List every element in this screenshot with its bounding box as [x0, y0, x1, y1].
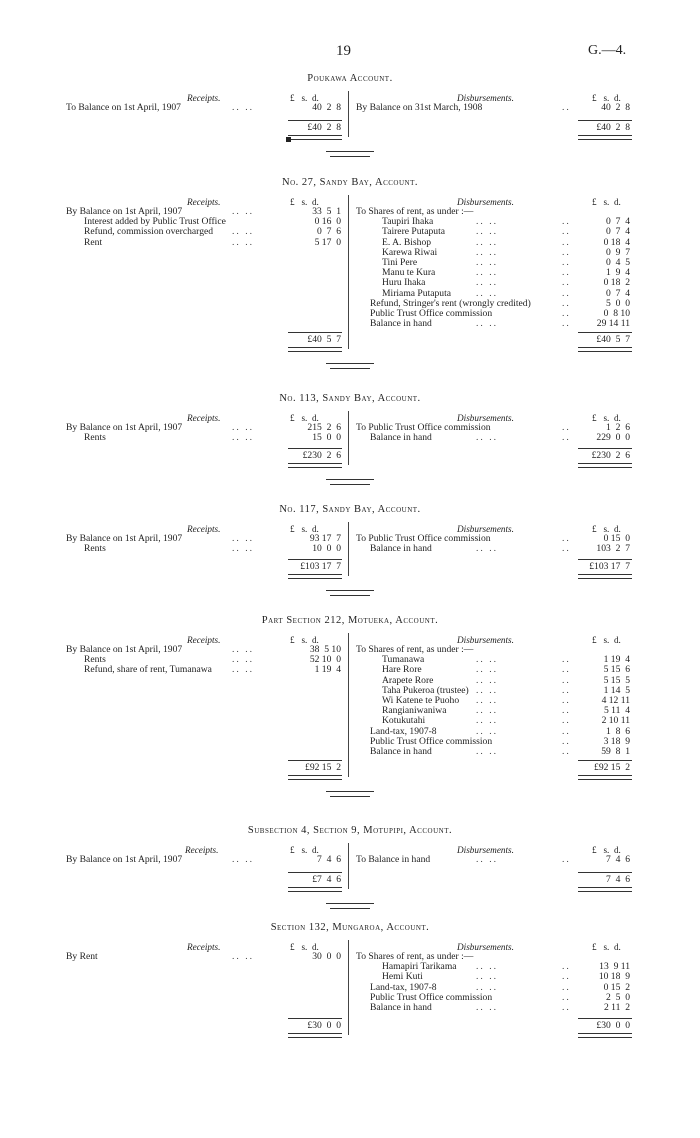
total-rule-receipts	[288, 760, 342, 761]
leader-dots: .. ..	[476, 236, 498, 248]
total-rule-receipts	[288, 872, 342, 873]
lsd-heading-disbursements: £ s. d.	[592, 942, 621, 952]
total-rule-disbursements	[578, 760, 632, 761]
leader-dots: .. ..	[232, 102, 254, 113]
receipt-line: By Balance on 1st April, 1907	[66, 533, 183, 544]
disbursement-amount: 0 7 4	[606, 287, 630, 299]
double-rule-receipts	[288, 775, 342, 780]
leader-dots: .. ..	[476, 971, 498, 983]
double-rule-receipts	[288, 347, 342, 352]
receipt-amount: 93 17 7	[309, 533, 341, 544]
disbursement-amount: 59 8 1	[601, 746, 630, 757]
receipts-heading: Receipts.	[187, 942, 221, 952]
section-separator	[330, 368, 370, 369]
leader-dots: ..	[562, 981, 571, 993]
disbursement-amount: 10 18 9	[598, 971, 630, 983]
leader-dots: .. ..	[476, 961, 498, 973]
disbursement-line: By Balance on 31st March, 1908	[356, 102, 483, 113]
lsd-heading-disbursements: £ s. d.	[592, 524, 621, 534]
receipts-total: £7 4 6	[312, 874, 341, 886]
disbursement-amount: 2 10 11	[601, 715, 630, 727]
disbursement-amount: 13 9 11	[599, 961, 630, 973]
leader-dots: ..	[562, 725, 571, 737]
receipt-line: By Balance on 1st April, 1907	[66, 206, 183, 217]
ink-mark	[286, 137, 291, 142]
section-separator	[330, 796, 370, 797]
disbursement-line: Balance in hand	[370, 1002, 432, 1013]
leader-dots: ..	[562, 961, 571, 973]
leader-dots: .. ..	[476, 664, 498, 676]
lsd-heading-disbursements: £ s. d.	[592, 635, 621, 645]
receipt-amount: 7 4 6	[317, 854, 341, 865]
receipt-line: To Balance on 1st April, 1907	[66, 102, 181, 113]
disbursement-amount: 2 5 0	[606, 991, 630, 1003]
lsd-heading-disbursements: £ s. d.	[592, 93, 621, 103]
total-rule-disbursements	[578, 332, 632, 333]
receipts-total: £230 2 6	[302, 450, 341, 462]
lsd-heading-receipts: £ s. d.	[290, 413, 319, 423]
receipts-total: £40 5 7	[307, 334, 341, 346]
leader-dots: ..	[562, 102, 571, 113]
leader-dots: .. ..	[476, 257, 498, 268]
disbursement-line: To Public Trust Office commission	[356, 533, 491, 544]
leader-dots: ..	[562, 432, 571, 444]
receipts-total: £40 2 8	[307, 122, 341, 134]
disbursements-heading: Disbursements.	[457, 635, 514, 645]
receipt-line: By Rent	[66, 951, 98, 962]
section-separator	[330, 484, 370, 485]
disbursement-line: Wi Katene te Puoho	[382, 695, 460, 706]
disbursement-amount: 0 18 2	[603, 277, 630, 289]
account-title: Section 132, Mungaroa, Account.	[270, 922, 430, 933]
disbursement-line: Balance in hand	[370, 432, 432, 444]
page-header	[0, 43, 700, 62]
disbursement-line: Taupiri Ihaka	[382, 216, 434, 228]
leader-dots: .. ..	[476, 287, 498, 299]
column-divider	[348, 940, 349, 1035]
disbursement-line: Karewa Riwai	[382, 246, 438, 258]
column-divider	[348, 843, 349, 889]
section-separator	[330, 156, 370, 157]
disbursement-line: Hare Rore	[382, 664, 422, 676]
disbursement-amount: 7 4 6	[606, 854, 630, 865]
leader-dots: .. ..	[476, 705, 498, 717]
total-rule-receipts	[288, 1018, 342, 1019]
leader-dots: .. ..	[232, 432, 254, 444]
disbursements-total: 7 4 6	[606, 874, 630, 886]
disbursement-line: Tumanawa	[382, 654, 425, 666]
leader-dots: ..	[562, 1002, 571, 1013]
receipt-amount: 30 0 0	[312, 951, 341, 962]
double-rule-receipts	[288, 135, 342, 140]
receipt-line: Rents	[84, 432, 106, 444]
leader-dots: ..	[562, 543, 571, 555]
disbursement-amount: 4 12 11	[601, 695, 630, 706]
lsd-heading-receipts: £ s. d.	[290, 845, 319, 855]
section-separator	[326, 479, 374, 480]
leader-dots: .. ..	[476, 432, 498, 444]
lsd-heading-receipts: £ s. d.	[290, 942, 319, 952]
receipt-amount: 0 16 0	[314, 216, 341, 228]
lsd-heading-receipts: £ s. d.	[290, 93, 319, 103]
receipts-heading: Receipts.	[187, 413, 221, 423]
leader-dots: ..	[562, 684, 571, 696]
leader-dots: .. ..	[476, 277, 498, 289]
disbursement-line: Huru Ihaka	[382, 277, 426, 289]
leader-dots: .. ..	[232, 206, 254, 217]
disbursement-line: Refund, Stringer's rent (wrongly credited)	[370, 297, 531, 309]
disbursement-amount: 0 15 2	[603, 981, 630, 993]
leader-dots: .. ..	[232, 226, 254, 238]
leader-dots: ..	[562, 216, 571, 228]
receipt-line: Refund, share of rent, Tumanawa	[84, 664, 212, 676]
leader-dots: .. ..	[232, 951, 254, 962]
leader-dots: .. ..	[476, 684, 498, 696]
receipts-heading: Receipts.	[187, 197, 221, 207]
disbursement-amount: 0 7 4	[606, 226, 630, 238]
receipt-line: By Balance on 1st April, 1907	[66, 422, 183, 433]
disbursement-amount: 2 11 2	[603, 1002, 630, 1013]
leader-dots: ..	[562, 267, 571, 279]
disbursement-amount: 5 15 5	[603, 674, 630, 686]
disbursement-line: Hamapiri Tarikama	[382, 961, 457, 973]
account-title: No. 117, Sandy Bay, Account.	[279, 504, 421, 515]
leader-dots: .. ..	[476, 854, 498, 865]
disbursement-line: To Shares of rent, as under :—	[356, 644, 474, 655]
total-rule-disbursements	[578, 120, 632, 121]
double-rule-receipts	[288, 887, 342, 892]
account-title: No. 113, Sandy Bay, Account.	[279, 393, 421, 404]
disbursement-line: To Balance in hand	[356, 854, 431, 865]
disbursements-total: £103 17 7	[589, 561, 630, 573]
section-separator	[326, 590, 374, 591]
disbursement-amount: 1 9 4	[606, 267, 630, 279]
leader-dots: ..	[562, 695, 571, 706]
disbursement-line: Public Trust Office commission	[370, 308, 493, 319]
disbursement-line: To Shares of rent, as under :—	[356, 206, 474, 217]
disbursements-heading: Disbursements.	[457, 524, 514, 534]
disbursement-amount: 0 8 10	[603, 308, 630, 319]
total-rule-disbursements	[578, 872, 632, 873]
leader-dots: ..	[562, 246, 571, 258]
leader-dots: .. ..	[232, 854, 254, 865]
disbursement-line: Balance in hand	[370, 746, 432, 757]
lsd-heading-receipts: £ s. d.	[290, 524, 319, 534]
section-separator	[326, 363, 374, 364]
lsd-heading-disbursements: £ s. d.	[592, 413, 621, 423]
disbursements-heading: Disbursements.	[457, 93, 514, 103]
disbursement-amount: 0 15 0	[603, 533, 630, 544]
disbursements-total: £30 0 0	[596, 1020, 630, 1032]
disbursement-amount: 0 9 7	[606, 246, 630, 258]
disbursement-line: Taha Pukeroa (trustee)	[382, 684, 469, 696]
disbursement-amount: 29 14 11	[596, 318, 630, 330]
receipt-amount: 5 17 0	[314, 236, 341, 248]
total-rule-receipts	[288, 332, 342, 333]
disbursements-heading: Disbursements.	[457, 942, 514, 952]
disbursement-amount: 40 2 8	[601, 102, 630, 113]
total-rule-disbursements	[578, 1018, 632, 1019]
page-number: 19	[336, 43, 351, 59]
disbursement-line: Tini Pere	[382, 257, 418, 268]
disbursement-line: Manu te Kura	[382, 267, 436, 279]
receipt-amount: 40 2 8	[312, 102, 341, 113]
leader-dots: .. ..	[476, 226, 498, 238]
disbursement-amount: 5 15 6	[603, 664, 630, 676]
leader-dots: ..	[562, 277, 571, 289]
leader-dots: ..	[562, 971, 571, 983]
disbursements-heading: Disbursements.	[457, 413, 514, 423]
disbursement-amount: 0 4 5	[606, 257, 630, 268]
receipt-amount: 38 5 10	[309, 644, 341, 655]
column-divider	[348, 91, 349, 137]
disbursement-amount: 229 0 0	[596, 432, 630, 444]
leader-dots: .. ..	[476, 654, 498, 666]
leader-dots: ..	[562, 308, 571, 319]
section-separator	[330, 908, 370, 909]
leader-dots: .. ..	[476, 725, 498, 737]
leader-dots: ..	[562, 422, 571, 433]
leader-dots: ..	[562, 318, 571, 330]
disbursement-line: Balance in hand	[370, 318, 432, 330]
leader-dots: ..	[562, 297, 571, 309]
double-rule-disbursements	[578, 135, 632, 140]
double-rule-disbursements	[578, 887, 632, 892]
disbursement-line: Tairere Putaputa	[382, 226, 445, 238]
receipt-amount: 15 0 0	[312, 432, 341, 444]
leader-dots: ..	[562, 715, 571, 727]
leader-dots: .. ..	[232, 236, 254, 248]
double-rule-receipts	[288, 574, 342, 579]
column-divider	[348, 411, 349, 465]
leader-dots: ..	[562, 257, 571, 268]
account-title: No. 27, Sandy Bay, Account.	[282, 177, 418, 188]
total-rule-receipts	[288, 120, 342, 121]
receipts-heading: Receipts.	[185, 845, 219, 855]
section-separator	[326, 903, 374, 904]
disbursement-line: Public Trust Office commission	[370, 991, 493, 1003]
section-separator	[330, 595, 370, 596]
receipt-amount: 0 7 6	[317, 226, 341, 238]
disbursement-line: Public Trust Office commission	[370, 735, 493, 747]
leader-dots: .. ..	[232, 543, 254, 555]
disbursement-line: Hemi Kuti	[382, 971, 423, 983]
leader-dots: ..	[562, 287, 571, 299]
leader-dots: .. ..	[232, 664, 254, 676]
leader-dots: .. ..	[232, 644, 254, 655]
disbursement-line: Land-tax, 1907-8	[370, 725, 437, 737]
disbursement-line: Arapete Rore	[382, 674, 434, 686]
total-rule-disbursements	[578, 448, 632, 449]
receipts-heading: Receipts.	[187, 93, 221, 103]
double-rule-disbursements	[578, 463, 632, 468]
lsd-heading-disbursements: £ s. d.	[592, 845, 621, 855]
disbursements-heading: Disbursements.	[457, 845, 514, 855]
section-separator	[326, 791, 374, 792]
receipt-amount: 1 19 4	[314, 664, 341, 676]
leader-dots: ..	[562, 991, 571, 1003]
disbursement-amount: 1 8 6	[606, 725, 630, 737]
disbursements-total: £40 5 7	[596, 334, 630, 346]
receipt-line: Rents	[84, 543, 106, 555]
total-rule-receipts	[288, 448, 342, 449]
leader-dots: .. ..	[476, 543, 498, 555]
disbursement-line: Land-tax, 1907-8	[370, 981, 437, 993]
disbursement-line: Miriama Putaputa	[382, 287, 452, 299]
leader-dots: .. ..	[476, 1002, 498, 1013]
leader-dots: ..	[562, 735, 571, 747]
disbursement-amount: 1 14 5	[603, 684, 630, 696]
disbursement-line: Rangianiwaniwa	[382, 705, 447, 717]
disbursement-amount: 5 0 0	[606, 297, 630, 309]
disbursement-amount: 1 2 6	[606, 422, 630, 433]
leader-dots: .. ..	[232, 533, 254, 544]
disbursement-amount: 5 11 4	[603, 705, 630, 717]
receipts-total: £103 17 7	[300, 561, 341, 573]
leader-dots: ..	[562, 674, 571, 686]
total-rule-disbursements	[578, 559, 632, 560]
column-divider	[348, 522, 349, 576]
leader-dots: .. ..	[476, 674, 498, 686]
double-rule-receipts	[288, 1033, 342, 1038]
leader-dots: .. ..	[476, 715, 498, 727]
column-divider	[348, 633, 349, 777]
leader-dots: .. ..	[476, 746, 498, 757]
disbursement-amount: 0 7 4	[606, 216, 630, 228]
receipt-line: Refund, commission overcharged	[84, 226, 214, 238]
leader-dots: .. ..	[232, 422, 254, 433]
disbursements-total: £40 2 8	[596, 122, 630, 134]
column-divider	[348, 195, 349, 349]
disbursement-line: E. A. Bishop	[382, 236, 432, 248]
leader-dots: ..	[562, 533, 571, 544]
section-separator	[326, 151, 374, 152]
leader-dots: ..	[562, 654, 571, 666]
disbursements-heading: Disbursements.	[457, 197, 514, 207]
leader-dots: .. ..	[476, 246, 498, 258]
total-rule-receipts	[288, 559, 342, 560]
receipt-amount: 10 0 0	[312, 543, 341, 555]
disbursement-amount: 103 2 7	[596, 543, 630, 555]
disbursement-amount: 1 19 4	[603, 654, 630, 666]
receipts-total: £30 0 0	[307, 1020, 341, 1032]
disbursements-total: £92 15 2	[594, 762, 630, 774]
leader-dots: ..	[562, 226, 571, 238]
receipt-amount: 33 5 1	[312, 206, 341, 217]
leader-dots: .. ..	[476, 216, 498, 228]
receipt-line: Rent	[84, 236, 103, 248]
disbursement-amount: 0 18 4	[603, 236, 630, 248]
receipt-line: Interest added by Public Trust Office	[84, 216, 226, 228]
double-rule-receipts	[288, 463, 342, 468]
leader-dots: ..	[562, 236, 571, 248]
double-rule-disbursements	[578, 347, 632, 352]
double-rule-disbursements	[578, 775, 632, 780]
receipt-amount: 52 10 0	[309, 654, 341, 666]
leader-dots: .. ..	[476, 267, 498, 279]
leader-dots: .. ..	[232, 654, 254, 666]
receipt-line: By Balance on 1st April, 1907	[66, 854, 183, 865]
leader-dots: .. ..	[476, 695, 498, 706]
receipts-heading: Receipts.	[187, 524, 221, 534]
document-reference: G.—4.	[588, 43, 627, 58]
lsd-heading-receipts: £ s. d.	[290, 197, 319, 207]
double-rule-disbursements	[578, 1033, 632, 1038]
leader-dots: .. ..	[476, 981, 498, 993]
account-title: Part Section 212, Motueka, Account.	[261, 615, 439, 626]
receipt-line: By Balance on 1st April, 1907	[66, 644, 183, 655]
disbursement-line: To Public Trust Office commission	[356, 422, 491, 433]
account-title: Subsection 4, Section 9, Motupipi, Account.	[247, 825, 453, 836]
disbursement-amount: 3 18 9	[603, 735, 630, 747]
leader-dots: ..	[562, 705, 571, 717]
leader-dots: ..	[562, 854, 571, 865]
lsd-heading-disbursements: £ s. d.	[592, 197, 621, 207]
account-title: Poukawa Account.	[307, 73, 393, 84]
disbursement-line: To Shares of rent, as under :—	[356, 951, 474, 962]
lsd-heading-receipts: £ s. d.	[290, 635, 319, 645]
leader-dots: ..	[562, 664, 571, 676]
disbursement-line: Balance in hand	[370, 543, 432, 555]
double-rule-disbursements	[578, 574, 632, 579]
receipts-heading: Receipts.	[187, 635, 221, 645]
leader-dots: ..	[562, 746, 571, 757]
receipt-line: Rents	[84, 654, 106, 666]
receipts-total: £92 15 2	[305, 762, 341, 774]
receipt-amount: 215 2 6	[307, 422, 341, 433]
leader-dots: .. ..	[476, 318, 498, 330]
disbursement-line: Kotukutahi	[382, 715, 426, 727]
disbursements-total: £230 2 6	[591, 450, 630, 462]
